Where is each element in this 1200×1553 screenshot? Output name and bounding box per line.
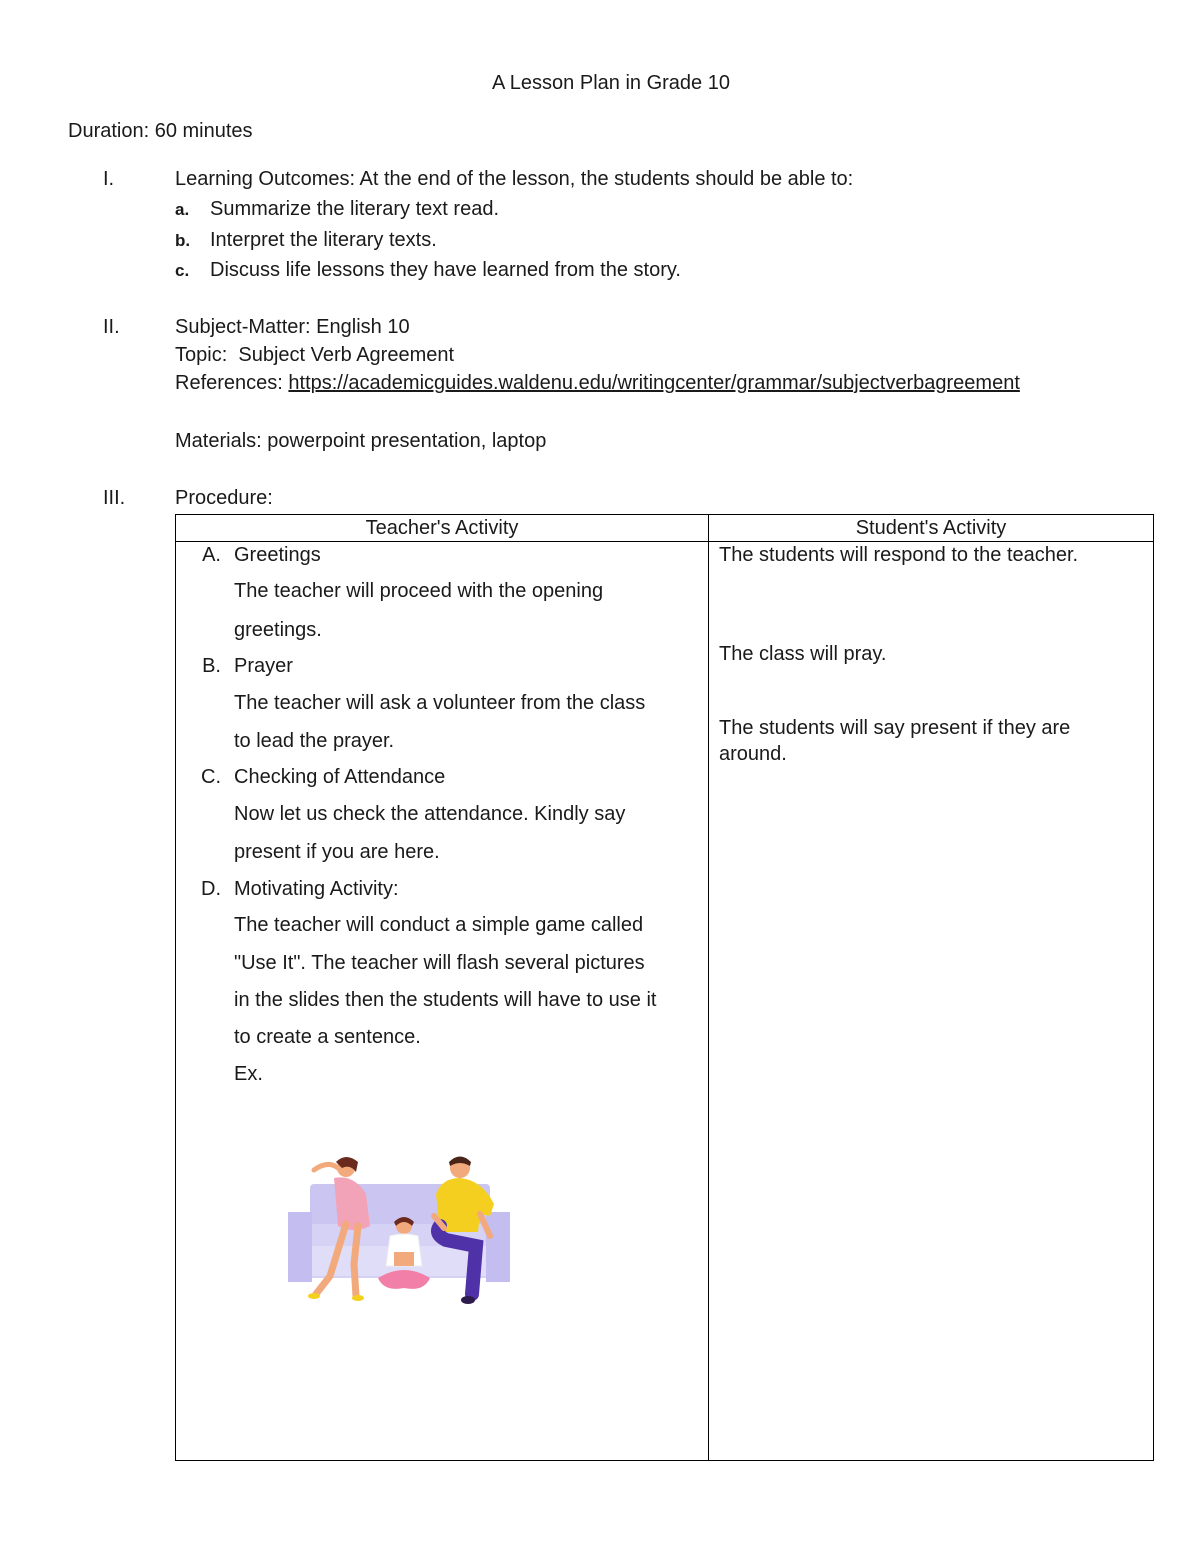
outcome-c: Discuss life lessons they have learned from the story. xyxy=(210,259,681,281)
section-1-numeral: I. xyxy=(103,168,115,190)
procedure-table xyxy=(175,514,1154,1461)
student-response-3-line-1: The students will say present if they are xyxy=(719,717,1071,739)
man-figure xyxy=(434,1157,494,1305)
procedure-heading: Procedure: xyxy=(175,487,273,509)
item-title-greetings: Greetings xyxy=(234,544,321,566)
item-prayer-line-1: The teacher will ask a volunteer from the class xyxy=(234,692,646,714)
item-letter-d: D. xyxy=(201,878,221,900)
item-greetings-line-2: greetings. xyxy=(234,619,322,641)
item-letter-b: B. xyxy=(202,655,221,677)
item-motivating-line-2: "Use It". The teacher will flash several pictures xyxy=(234,952,645,974)
item-motivating-line-1: The teacher will conduct a simple game called xyxy=(234,914,644,936)
section-2-numeral: II. xyxy=(103,316,120,338)
outcome-letter-b: b. xyxy=(175,231,191,250)
outcome-b: Interpret the literary texts. xyxy=(210,229,437,251)
family-sofa-illustration xyxy=(284,1154,514,1304)
materials: Materials: powerpoint presentation, laptop xyxy=(175,430,547,452)
student-response-2: The class will pray. xyxy=(719,643,887,665)
item-letter-c: C. xyxy=(201,766,221,788)
item-motivating-line-5: Ex. xyxy=(234,1063,263,1085)
item-motivating-line-4: to create a sentence. xyxy=(234,1026,421,1048)
student-activity-cell xyxy=(709,542,1154,1461)
item-title-motivating: Motivating Activity: xyxy=(234,878,399,900)
outcome-letter-c: c. xyxy=(175,261,190,280)
teacher-activity-cell xyxy=(176,542,709,1461)
teacher-activity-header: Teacher's Activity xyxy=(176,515,709,542)
item-title-prayer: Prayer xyxy=(234,655,293,677)
student-activity-header: Student's Activity xyxy=(709,515,1154,542)
item-attendance-line-1: Now let us check the attendance. Kindly say xyxy=(234,803,626,825)
topic: Topic: Subject Verb Agreement xyxy=(175,344,455,366)
item-prayer-line-2: to lead the prayer. xyxy=(234,730,395,752)
duration-text: Duration: 60 minutes xyxy=(68,120,253,142)
learning-outcomes-heading: Learning Outcomes: At the end of the lesson, the students should be able to: xyxy=(175,168,854,190)
document-title: A Lesson Plan in Grade 10 xyxy=(492,72,730,94)
subject-matter: Subject-Matter: English 10 xyxy=(175,316,410,338)
references xyxy=(175,372,1020,395)
student-response-1: The students will respond to the teacher. xyxy=(719,544,1079,566)
references-link[interactable]: https://academicguides.waldenu.edu/writingcenter/grammar/subjectverbagreement xyxy=(288,372,1020,394)
item-title-attendance: Checking of Attendance xyxy=(234,766,446,788)
outcome-a: Summarize the literary text read. xyxy=(210,198,499,220)
section-3-numeral: III. xyxy=(103,487,126,509)
item-greetings-line-1: The teacher will proceed with the opening xyxy=(234,580,604,602)
student-response-3-line-2: around. xyxy=(719,743,787,765)
item-attendance-line-2: present if you are here. xyxy=(234,841,440,863)
outcome-letter-a: a. xyxy=(175,200,190,219)
references-label: References: xyxy=(175,372,289,394)
item-letter-a: A. xyxy=(202,544,221,566)
item-motivating-line-3: in the slides then the students will have to use it xyxy=(234,989,657,1011)
